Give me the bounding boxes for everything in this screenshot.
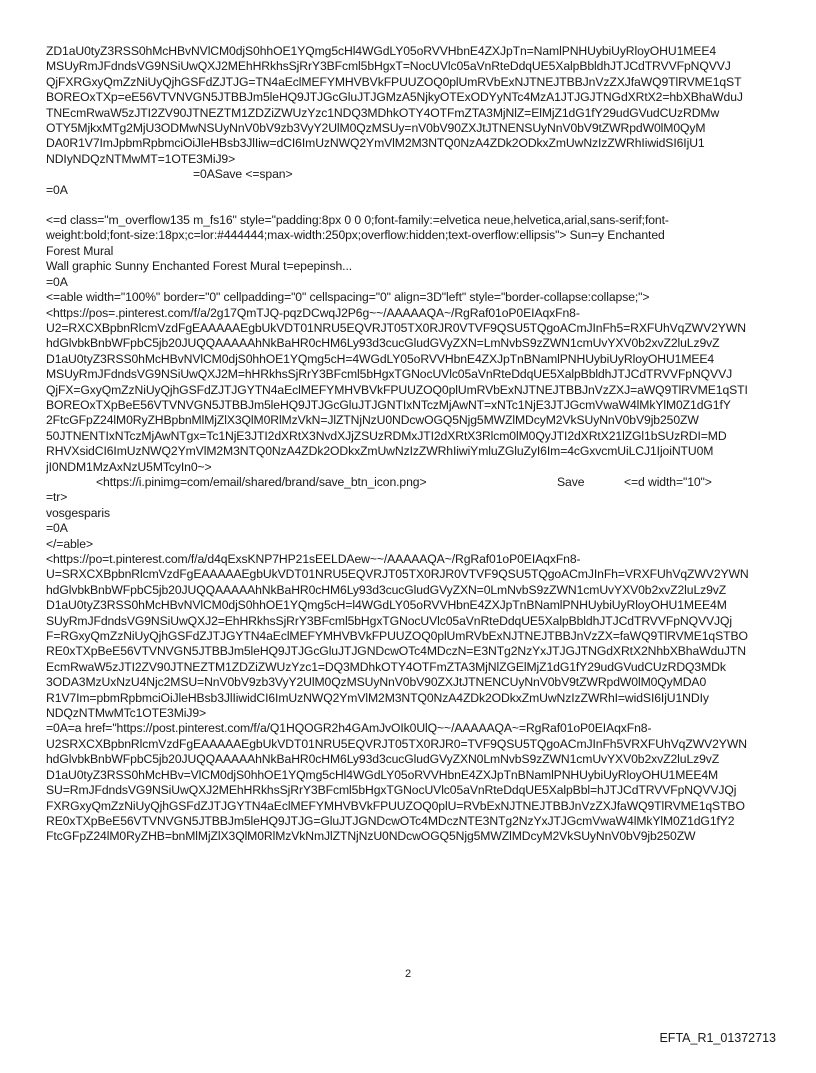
document-id: EFTA_R1_01372713 (659, 1031, 776, 1045)
encoded-text-line: RE0xTXpBeE56VTVNVGN5JTBBJm5leHQ9JTJGcGluJTJGNDcwOTc4MDczN=E3NTg2NzYxJTJGJTNGdXRtX2NhbXBhaWduJTN (46, 644, 746, 659)
encoded-text-line: NDIyNDQzNTMwMT=1OTE3MiJ9> (46, 151, 236, 166)
encoded-url-block-2 (46, 552, 786, 845)
html-text-line: D1aU0tyZ3RSS0hMcHBvNVlCM0djS0hhOE1YQmg5cH=4WGdLY05oRVVHbnE4ZXJpTnBNamlPNHUybiUyRloyOHU1MEE4 (46, 351, 715, 366)
encoded-text-line: SU=RmJFdndsVG9NSiUwQXJ2MEhHRkhsSjRrY3BFcml5bHgxTGNocUVlc05aVnRteDdqUE5XalpBbl=hJTJCdTRVVFpNQVVJQj (46, 783, 737, 798)
html-text-line: RHVXsidCI6ImUzNWQ2YmVlM2M3NTQ0NzA4ZDk2ODkxZmUwNzIzZWRhIiwiYmluZGluZyI6Im=4cGxvcmUiLCJ1IjoiNTU0M (46, 444, 714, 459)
encoded-text-line: BOREOxTXp=eE56VTVNVGN5JTBBJm5leHQ9JTJGcGluJTJGMzA5NjkyOTExODYyNTc4MzA1JTJGJTNGdXRtX2=hbXBhaWduJ (46, 90, 743, 105)
encoded-text-line: OTY5MjkxMTg2MjU3ODMwNSUyNnV0bV9zb3VyY2UlM0QzMSUy=nV0bV90ZXJtJTNENSUyNnV0bV9tZWRpdW0lM0QyM (46, 121, 706, 136)
encoded-text-line: ZD1aU0tyZ3RSS0hMcHBvNVlCM0djS0hhOE1YQmg5cHl4WGdLY05oRVVHbnE4ZXJpTn=NamlPNHUybiUyRloyOHU1MEE4 (46, 44, 717, 58)
td-width-tag: <=d width="10"> (624, 474, 712, 489)
encoded-text-line: R1V7Im=pbmRpbmciOiJleHBsb3JlIiwidCI6ImUzNWQ2YmVlM2M3NTQ0NzA4ZDk2ODkxZmUwNzIzZWRhI=widSI6IjU1NDIy (46, 690, 709, 705)
encoded-text-line: hdGlvbkBnbWFpbC5jb20JUQQAAAAAhNkBaHR0cHM6Ly93d3cucGludGVyZXN=0LmNvbS9zZWN1cmUvYXV0b2xvZ2luLz9vZ (46, 582, 727, 597)
encoded-text-line: SUyRmJFdndsVG9NSiUwQXJ2=EhHRkhsSjRrY3BFcml5bHgxTGNocUVlc05aVnRteDdqUE5XalpBbldhJTJCdTRVVFpNQVVJQj (46, 613, 733, 628)
html-text-line: =0A (46, 521, 68, 536)
encoded-text-line: F=RGxyQmZzNiUyQjhGSFdZJTJGYTN4aEclMEFYMHVBVkFPUUZOQ0plUmRVbExNJTNEJTBBJnVzZX=faWQ9TlRVME1qSTBO (46, 629, 748, 644)
html-text-line: QjFX=GxyQmZzNiUyQjhGSFdZJTJGYTN4aEclMEFYMHVBVkFPUUZOQ0plUmRVbExNJTNEJTBBJnVzZXJ=aWQ9TlRVME1qSTI (46, 382, 748, 397)
encoded-text-line: D1aU0tyZ3RSS0hMcHBv=VlCM0djS0hhOE1YQmg5cHl4WGdLY05oRVVHbnE4ZXJpTnBNamlPNHUybiUyRloyOHU1MEE4M (46, 767, 719, 782)
encoded-text-line: D1aU0tyZ3RSS0hMcHBvNVlCM0djS0hhOE1YQmg5cH=l4WGdLY05oRVVHbnE4ZXJpTnBNamlPNHUybiUyRloyOHU1MEE4M (46, 598, 727, 613)
html-text-line: =tr> (46, 490, 68, 505)
html-text-line: <=d class="m_overflow135 m_fs16" style="padding:8px 0 0 0;font-family:=elvetica neue,helvetica,arial,sans-serif;font- (46, 213, 669, 228)
save-label: Save (557, 474, 585, 489)
html-text-line: vosgesparis (46, 505, 110, 520)
encoded-text-line: TNEcmRwaW5zJTI2ZV90JTNEZTM1ZDZiZWUzYzc1NDQ3MDhkOTY4OTFmZTA3MjNlZ=ElMjZ1dG1fY29udGVudCUzRDMw (46, 105, 720, 120)
html-text-line: =0A (46, 274, 68, 289)
encoded-text-line: <https://po=t.pinterest.com/f/a/d4qExsKNP7HP21sEELDAew~~/AAAAAQA~/RgRaf01oP0EIAqxFn8- (46, 552, 581, 566)
html-text-line: </=able> (46, 536, 93, 551)
encoded-text-line: MSUyRmJFdndsVG9NSiUwQXJ2MEhHRkhsSjRrY3BFcml5bHgxT=NocUVlc05aVnRteDdqUE5XalpBbldhJTJCdTRVVFpNQVVJ (46, 59, 731, 74)
encoded-text-line: U=SRXCXBpbnRlcmVzdFgEAAAAAEgbUkVDT01NRU5EQVRJT05TX0RJR0VTVF9QSU5TQgoACmJInFh=VRXFUhVqZWV2YWN (46, 567, 749, 582)
save-icon-link[interactable]: <https://i.pinimg=com/email/shared/brand/save_btn_icon.png> (96, 474, 427, 489)
encoded-text-line: 3ODA3MzUxNzU4Njc2MSU=NnV0bV9zb3VyY2UlM0QzMSUyNnV0bV90ZXJtJTNENCUyNnV0bV9tZWRpdW0lM0QyMDA0 (46, 675, 707, 690)
page-number: 2 (404, 968, 412, 980)
html-text-line: Forest Mural (46, 243, 114, 258)
html-text-line: hdGlvbkBnbWFpbC5jb20JUQQAAAAAhNkBaHR0cHM6Ly93d3cucGludGVyZXN=LmNvbS9zZWN1cmUvYXV0b2xvZ2luLz9vZ (46, 336, 720, 351)
encoded-newline: =0A (46, 182, 68, 197)
html-text-line: jI0NDM1MzAxNzU5MTcyIn0~> (46, 459, 212, 474)
html-div-block (46, 213, 786, 475)
html-text-line: U2=RXCXBpbnRlcmVzdFgEAAAAAEgbUkVDT01NRU5EQVRJT05TX0RJR0VTVF9QSU5TQgoACmJInFh5=RXFUhVqZWV2YWN (46, 320, 746, 335)
encoded-text-line: DA0R1V7ImJpbmRpbmciOiJleHBsb3JlIiw=dCI6ImUzNWQ2YmVlM2M3NTQ0NzA4ZDk2ODkxZmUwNzIzZWRhIiwidSI6IjU1 (46, 136, 705, 151)
html-text-line: Wall graphic Sunny Enchanted Forest Mural t=epepinsh... (46, 259, 353, 274)
save-button-image-row (46, 475, 786, 490)
email-source-page (46, 44, 786, 845)
html-text-line: <https://pos=.pinterest.com/f/a/2g17QmTJQ-pqzDCwqJ2P6g~~/AAAAAQA~/RgRaf01oP0EIAqxFn8- (46, 305, 580, 320)
html-text-line: weight:bold;font-size:18px;c=lor:#444444;max-width:250px;overflow:hidden;text-overflow:ellipsis"> Sun=y Enchanted (46, 228, 665, 243)
encoded-text-line: =0A=a href="https://post.pinterest.com/f/a/Q1HQOGR2h4GAmJvOIk0UlQ~~/AAAAAQA~=RgRaf01oP0EIAqxFn8- (46, 721, 652, 736)
encoded-text-line: U2SRXCXBpbnRlcmVzdFgEAAAAAEgbUkVDT01NRU5EQVRJT05TX0RJR0=TVF9QSU5TQgoACmJInFh5VRXFUhVqZWV2YWN (46, 736, 747, 751)
html-text-line: 2FtcGFpZ24lM0RyZHBpbnMlMjZlX3QlM0RlMzVkN=JlZTNjNzU0NDcwOGQ5Njg5MWZlMDcyM2VkSUyNnV0bV9jb250ZW (46, 413, 699, 428)
html-text-line: BOREOxTXpBeE56VTVNVGN5JTBBJm5leHQ9JTJGcGluJTJGNTIxNTczMjAwNT=xNTc1NjE3JTJGcmVwaW4lMkYlM0Z1dG1fY (46, 397, 731, 412)
encoded-text-line: FtcGFpZ24lM0RyZHB=bnMlMjZlX3QlM0RlMzVkNmJlZTNjNzU0NDcwOGQ5Njg5MWZlMDcyM2VkSUyNnV0bV9jb250ZW (46, 829, 696, 844)
encoded-text-line: RE0xTXpBeE56VTVNVGN5JTBBJm5leHQ9JTJG=GluJTJGNDcwOTc4MDczNTE3NTg2NzYxJTJGcmVwaW4lMkYlM0Z1dG1fY2 (46, 813, 735, 828)
html-text-line: <=able width="100%" border="0" cellpadding="0" cellspacing="0" align=3D"left" style="border-collapse:collapse;"> (46, 290, 650, 305)
save-span-line: =0ASave <=span> (193, 167, 293, 182)
table-end-block (46, 490, 786, 552)
encoded-text-line: EcmRwaW5zJTI2ZV90JTNEZTM1ZDZiZWUzYzc1=DQ3MDhkOTY4OTFmZTA3MjNlZGElMjZ1dG1fY29udGVudCUzRDQ3MDk (46, 659, 726, 674)
encoded-text-line: FXRGxyQmZzNiUyQjhGSFdZJTJGYTN4aEclMEFYMHVBVkFPUUZOQ0plU=RVbExNJTNEJTBBJnVzZXJfaWQ9TlRVME1qSTBO (46, 798, 745, 813)
encoded-text-line: QjFXRGxyQmZzNiUyQjhGSFdZJTJG=TN4aEclMEFYMHVBVkFPUUZOQ0plUmRVbExNJTNEJTBBJnVzZXJfaWQ9TlRVME1qST (46, 74, 742, 89)
encoded-text-line: NDQzNTMwMTc1OTE3MiJ9> (46, 706, 207, 721)
html-text-line: MSUyRmJFdndsVG9NSiUwQXJ2M=hHRkhsSjRrY3BFcml5bHgxTGNocUVlc05aVnRteDdqUE5XalpBbldhJTJCdTRVVFpNQVVJ (46, 367, 733, 382)
html-text-line: 50JTNENTIxNTczMjAwNTgx=Tc1NjE3JTI2dXRtX3NvdXJjZSUzRDMxJTI2dXRtX3Rlcm0lM0QyJTI2dXRtX21lZGl1bSUzRDI=MD (46, 428, 727, 443)
encoded-url-block-1 (46, 44, 786, 167)
encoded-text-line: hdGlvbkBnbWFpbC5jb20JUQQAAAAAhNkBaHR0cHM6Ly93d3cucGludGVyZXN0LmNvbS9zZWN1cmUvYXV0b2xvZ2luLz9vZ (46, 752, 720, 767)
